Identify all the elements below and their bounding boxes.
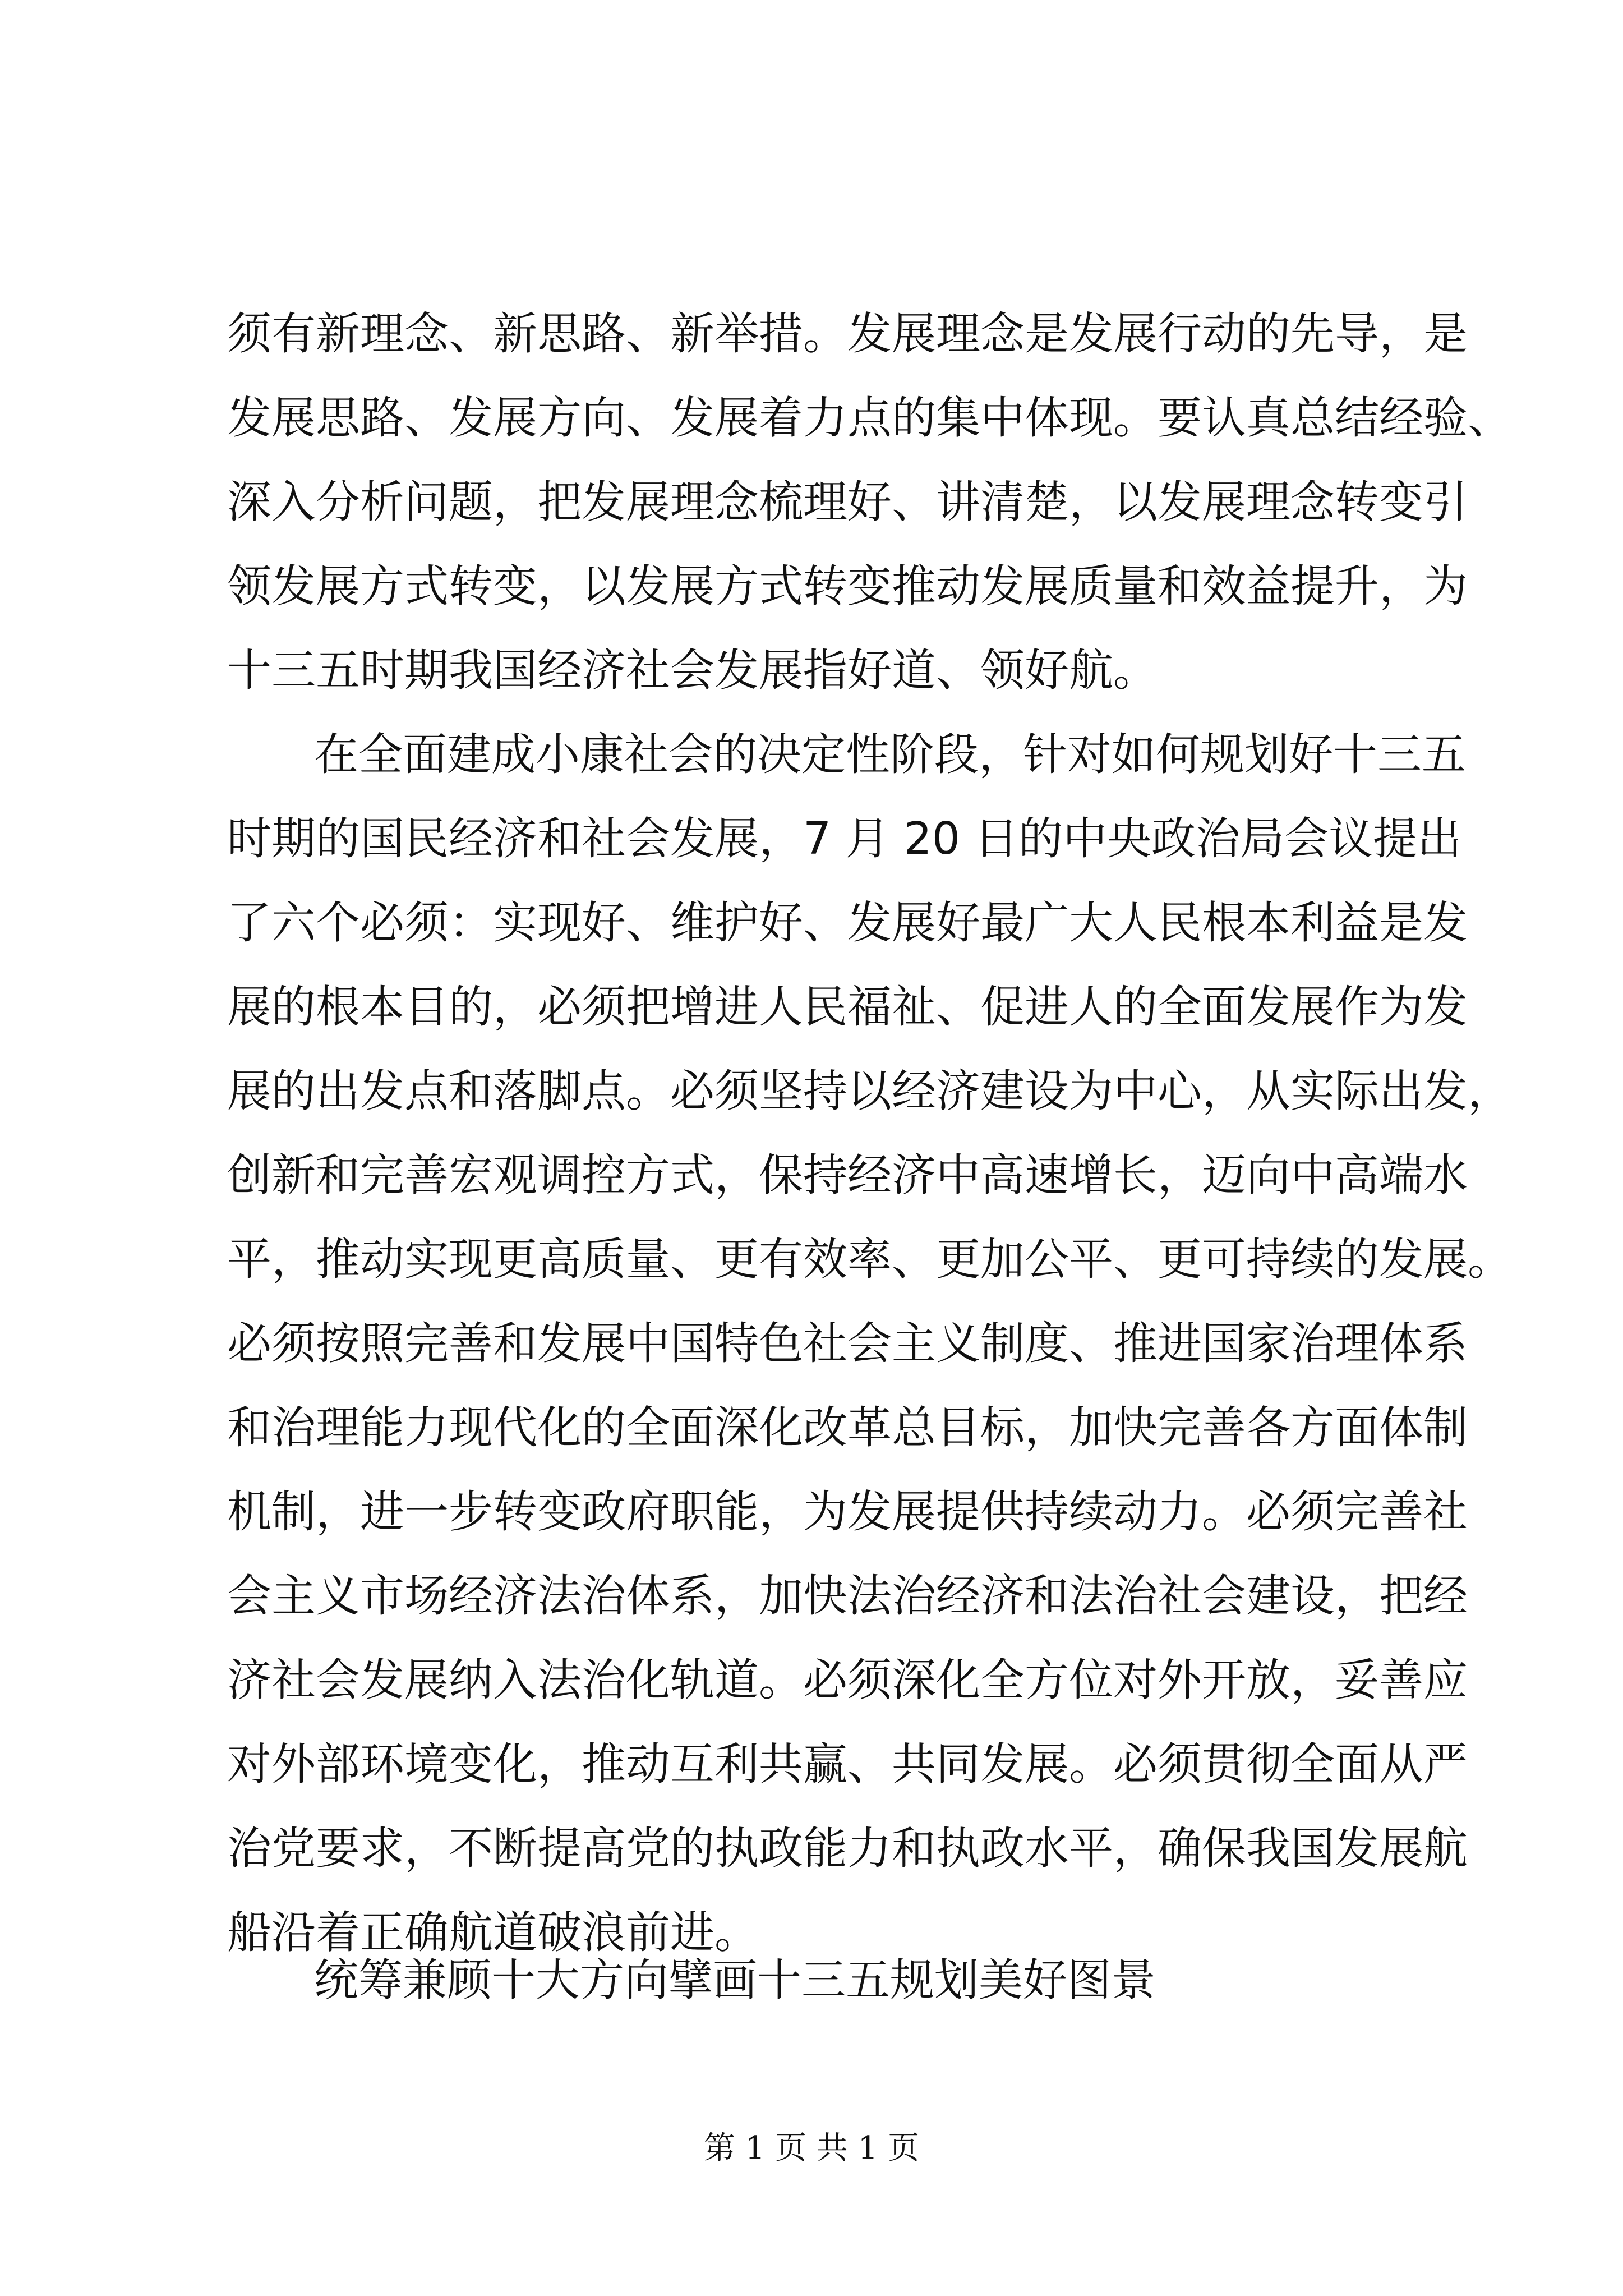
section-heading: 统筹兼顾十大方向擘画十三五规划美好图景 bbox=[314, 1954, 1156, 2006]
paragraph-2-line-15: 船沿着正确航道破浪前进。 bbox=[227, 1907, 759, 1958]
paragraph-1-line-1: 须有新理念、新思路、新举措。发展理念是发展行动的先导，是 bbox=[227, 308, 1468, 360]
paragraph-2-line-5: 展的出发点和落脚点。必须坚持以经济建设为中心，从实际出发， bbox=[227, 1065, 1512, 1117]
paragraph-2-line-11: 会主义市场经济法治体系，加快法治经济和法治社会建设，把经 bbox=[227, 1570, 1468, 1622]
paragraph-2-line-12: 济社会发展纳入法治化轨道。必须深化全方位对外开放，妥善应 bbox=[227, 1654, 1468, 1706]
paragraph-1-line-5: 十三五时期我国经济社会发展指好道、领好航。 bbox=[227, 645, 1158, 696]
paragraph-2-line-4: 展的根本目的，必须把增进人民福祉、促进人的全面发展作为发 bbox=[227, 981, 1468, 1033]
paragraph-2-line-1: 在全面建成小康社会的决定性阶段，针对如何规划好十三五 bbox=[314, 729, 1466, 780]
paragraph-1-line-4: 领发展方式转变，以发展方式转变推动发展质量和效益提升，为 bbox=[227, 560, 1468, 612]
paragraph-2-line-6: 创新和完善宏观调控方式，保持经济中高速增长，迈向中高端水 bbox=[227, 1149, 1468, 1201]
paragraph-2-line-14: 治党要求，不断提高党的执政能力和执政水平，确保我国发展航 bbox=[227, 1823, 1468, 1874]
paragraph-2-line-7: 平，推动实现更高质量、更有效率、更加公平、更可持续的发展。 bbox=[227, 1234, 1512, 1285]
document-body bbox=[227, 292, 1512, 1975]
page-footer: 第 1 页 共 1 页 bbox=[703, 2130, 920, 2166]
paragraph-1-line-2: 发展思路、发展方向、发展着力点的集中体现。要认真总结经验、 bbox=[227, 392, 1512, 444]
paragraph-2-line-13: 对外部环境变化，推动互利共赢、共同发展。必须贯彻全面从严 bbox=[227, 1738, 1468, 1790]
paragraph-2-line-2: 时期的国民经济和社会发展，7 月 20 日的中央政治局会议提出 bbox=[227, 813, 1462, 864]
paragraph-2-line-8: 必须按照完善和发展中国特色社会主义制度、推进国家治理体系 bbox=[227, 1318, 1468, 1369]
paragraph-2-line-3: 了六个必须：实现好、维护好、发展好最广大人民根本利益是发 bbox=[227, 897, 1468, 949]
paragraph-1-line-3: 深入分析问题，把发展理念梳理好、讲清楚，以发展理念转变引 bbox=[227, 476, 1468, 528]
paragraph-2-line-9: 和治理能力现代化的全面深化改革总目标，加快完善各方面体制 bbox=[227, 1402, 1468, 1453]
paragraph-2-line-10: 机制，进一步转变政府职能，为发展提供持续动力。必须完善社 bbox=[227, 1486, 1468, 1538]
